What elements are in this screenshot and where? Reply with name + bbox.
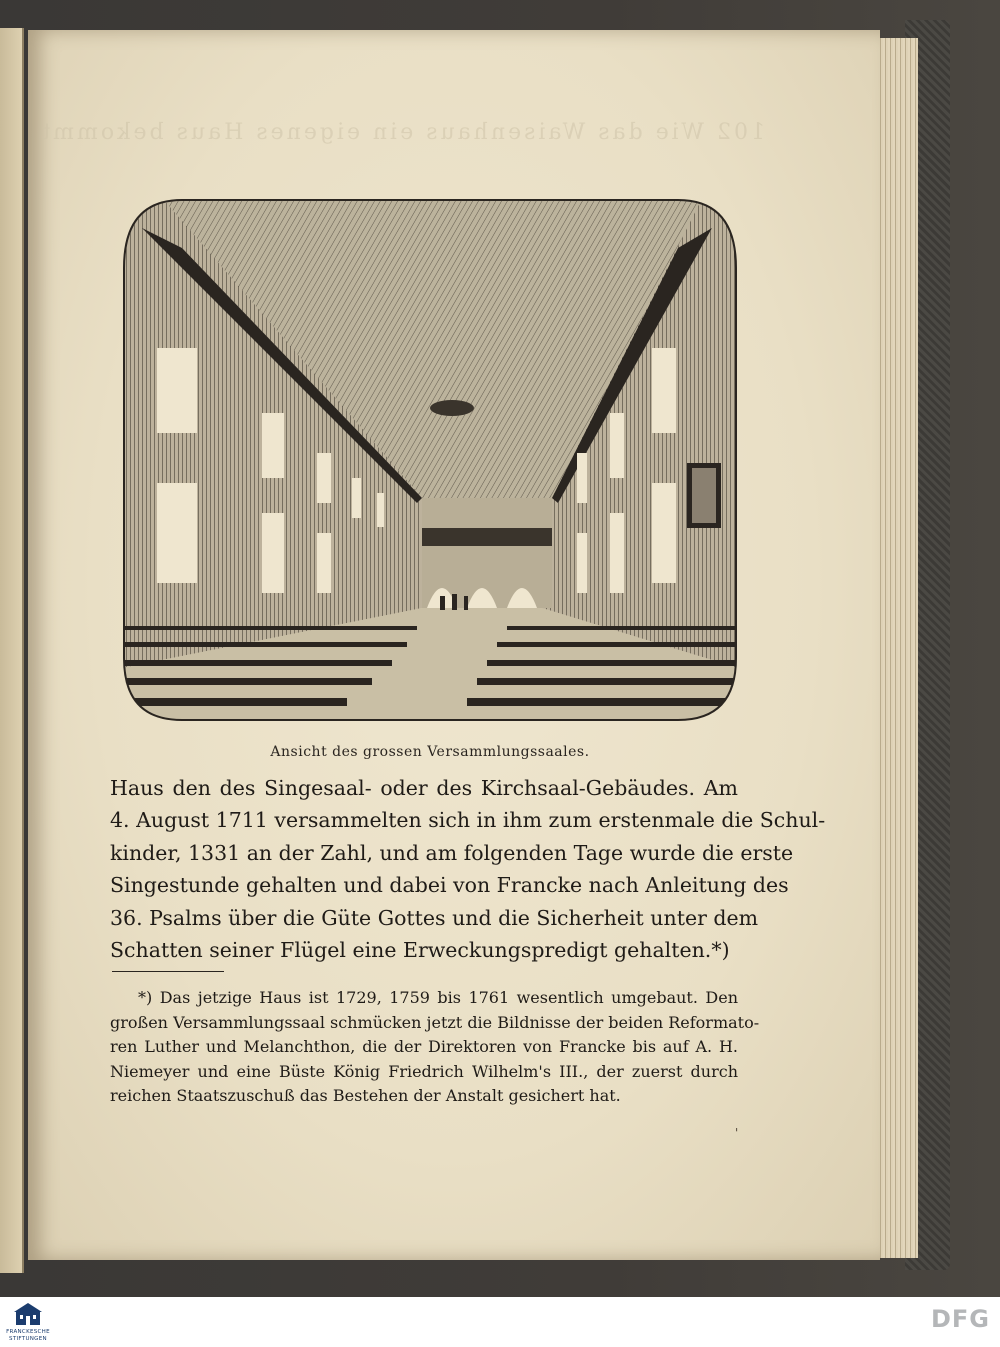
- footnote-line: ren Luther und Melanchthon, die der Direktoren von Francke bis auf A. H.: [110, 1037, 738, 1057]
- logo-line: FRANCKESCHE: [6, 1329, 50, 1335]
- logo-text: [0, 1329, 56, 1342]
- engraving-illustration: [122, 198, 738, 722]
- francke-foundations-logo-icon: [12, 1301, 44, 1327]
- stray-mark: ': [735, 1126, 739, 1140]
- footnote-rule: [112, 971, 224, 972]
- body-text: [110, 772, 826, 966]
- engraving-illustration-icon: [122, 198, 738, 722]
- footnote-line: *) Das jetzige Haus ist 1729, 1759 bis 1761 wesentlich umgebaut. Den: [138, 988, 738, 1007]
- left-page-edge: [0, 28, 24, 1273]
- illustration-caption: Ansicht des grossen Versammlungssaales.: [270, 744, 590, 760]
- logo-line: STIFTUNGEN: [9, 1335, 47, 1342]
- bleed-through-header: 102 Wie das Waisenhaus ein eigenes Haus bekommt: [38, 120, 765, 145]
- body-line: 4. August 1711 versammelten sich in ihm zum erstenmale die Schul-: [110, 808, 826, 833]
- footnote-line: reichen Staatszuschuß das Bestehen der Anstalt gesichert hat.: [110, 1086, 621, 1106]
- body-line: Singestunde gehalten und dabei von Francke nach Anleitung des: [110, 873, 789, 898]
- body-line: 36. Psalms über die Güte Gottes und die Sicherheit unter dem: [110, 905, 759, 930]
- body-line: Haus den des Singesaal- oder des Kirchsaal-Gebäudes. Am: [110, 776, 738, 800]
- footnote: [110, 986, 760, 1109]
- viewer-footer: [0, 1297, 1000, 1347]
- body-line: Schatten seiner Flügel eine Erweckungspredigt gehalten.*): [110, 937, 730, 962]
- footnote-line: Niemeyer und eine Büste König Friedrich Wilhelm's III., der zuerst durch: [110, 1061, 738, 1081]
- body-line: kinder, 1331 an der Zahl, und am folgenden Tage wurde die erste: [110, 840, 794, 865]
- francke-logo[interactable]: [0, 1297, 56, 1347]
- footnote-line: großen Versammlungssaal schmücken jetzt die Bildnisse der beiden Reformato-: [110, 1012, 760, 1032]
- dfg-logo[interactable]: DFG: [930, 1305, 990, 1333]
